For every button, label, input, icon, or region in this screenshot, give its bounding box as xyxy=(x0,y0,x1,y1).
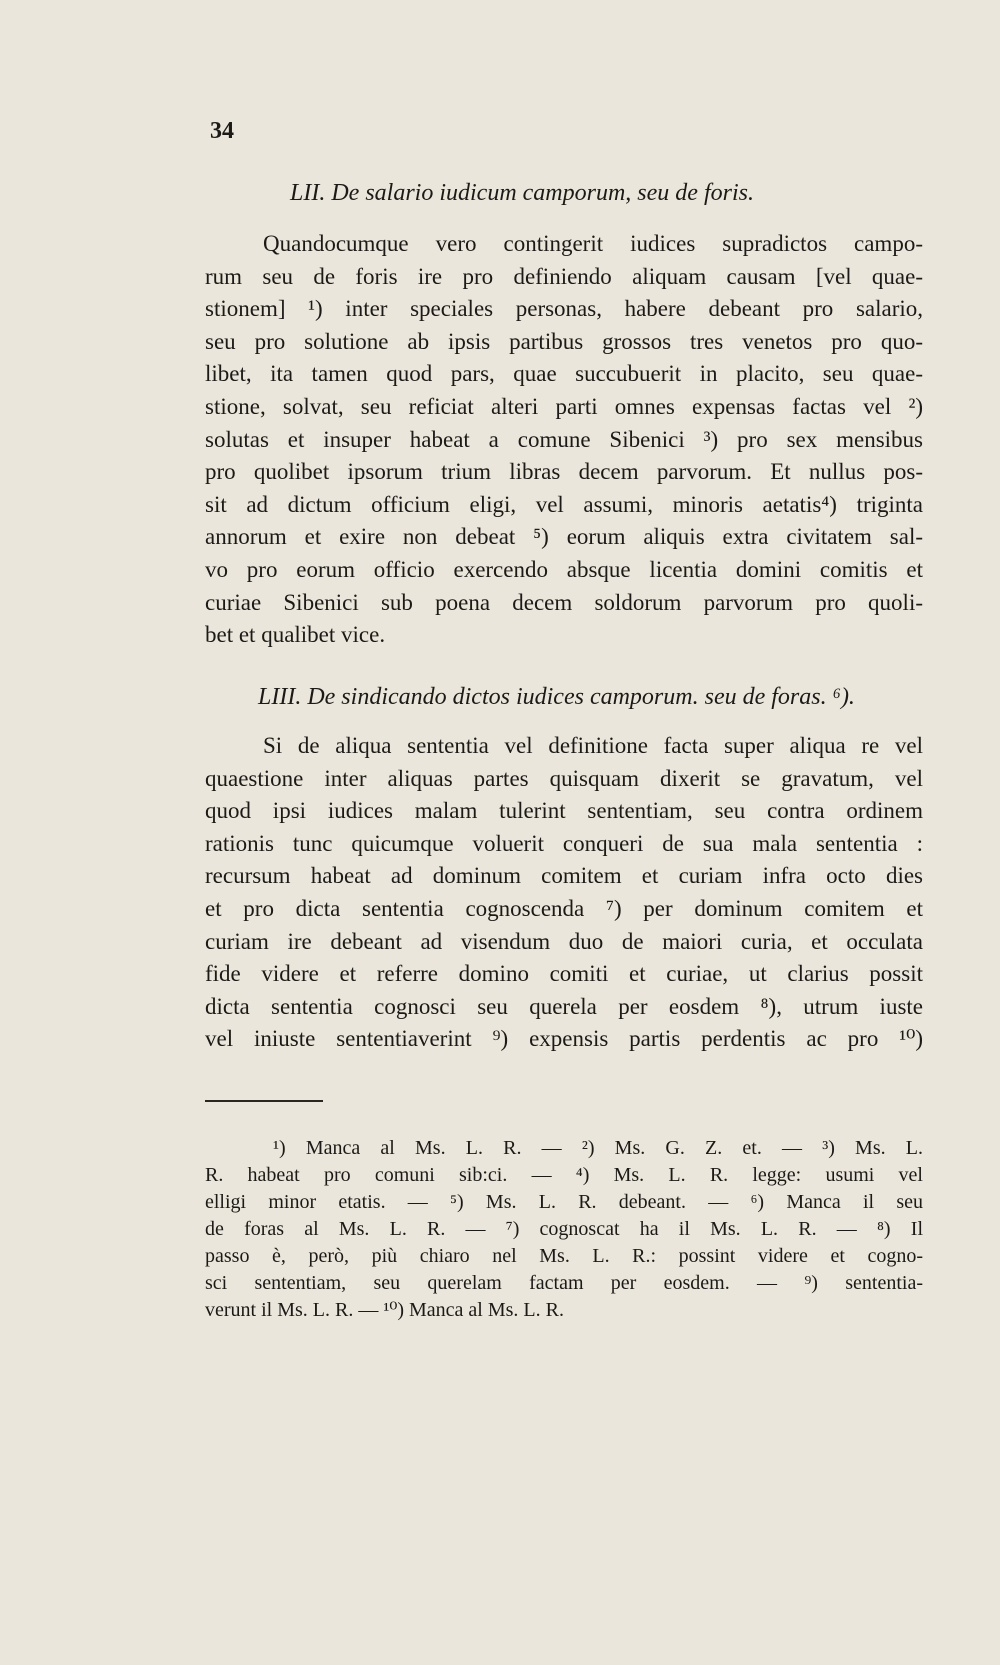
text-line: dicta sententia cognosci seu querela per eosdem ⁸), utrum iuste xyxy=(205,993,923,1019)
text-line: seu pro solutione ab ipsis partibus grossos tres venetos pro quo- xyxy=(205,328,923,354)
text-line: bet et qualibet vice. xyxy=(205,622,386,648)
text-line: quaestione inter aliquas partes quisquam dixerit se gravatum, vel xyxy=(205,765,923,791)
footnote-line: verunt il Ms. L. R. — ¹⁰) Manca al Ms. L. R. xyxy=(205,1299,564,1321)
text-line: recursum habeat ad dominum comitem et curiam infra octo dies xyxy=(205,863,923,889)
footnote-line: ¹) Manca al Ms. L. R. — ²) Ms. G. Z. et. — ³) Ms. L. xyxy=(273,1137,923,1159)
text-line: et pro dicta sententia cognoscenda ⁷) per dominum comitem et xyxy=(205,895,923,921)
section-liii-text xyxy=(205,730,923,1056)
text-line: curiam ire debeant ad visendum duo de maiori curia, et occulata xyxy=(205,928,923,954)
text-line: solutas et insuper habeat a comune Sibenici ³) pro sex mensibus xyxy=(205,426,923,452)
text-line: rationis tunc quicumque voluerit conqueri de sua mala sententia : xyxy=(205,830,923,856)
section-title-liii: LIII. De sindicando dictos iudices camporum. seu de foras. ⁶). xyxy=(258,684,855,710)
footnote-divider xyxy=(205,1100,323,1102)
text-line: curiae Sibenici sub poena decem soldorum parvorum pro quoli- xyxy=(205,589,923,615)
text-line: annorum et exire non debeat ⁵) eorum aliquis extra civitatem sal- xyxy=(205,524,923,550)
text-line: stionem] ¹) inter speciales personas, habere debeant pro salario, xyxy=(205,296,923,322)
text-line: stione, solvat, seu reficiat alteri parti omnes expensas factas vel ²) xyxy=(205,393,923,419)
text-line: Si de aliqua sententia vel definitione facta super aliqua re vel xyxy=(263,733,923,758)
section-lii-text xyxy=(205,228,923,652)
text-line: pro quolibet ipsorum trium libras decem parvorum. Et nullus pos- xyxy=(205,459,923,485)
footnote-line: passo è, però, più chiaro nel Ms. L. R.: possint videre et cogno- xyxy=(205,1245,923,1267)
text-line: rum seu de foris ire pro definiendo aliquam causam [vel quae- xyxy=(205,263,923,289)
text-line: vo pro eorum officio exercendo absque licentia domini comitis et xyxy=(205,556,923,582)
text-line: vel iniuste sententiaverint ⁹) expensis partis perdentis ac pro ¹⁰) xyxy=(205,1026,923,1052)
footnote-line: R. habeat pro comuni sib:ci. — ⁴) Ms. L. R. legge: usumi vel xyxy=(205,1164,923,1186)
footnote-line: de foras al Ms. L. R. — ⁷) cognoscat ha il Ms. L. R. — ⁸) Il xyxy=(205,1218,923,1240)
footnote-line: sci sententiam, seu querelam factam per eosdem. — ⁹) sententia- xyxy=(205,1272,923,1294)
footnote-line: elligi minor etatis. — ⁵) Ms. L. R. debeant. — ⁶) Manca il seu xyxy=(205,1191,923,1213)
footnotes xyxy=(205,1135,923,1324)
text-line: quod ipsi iudices malam tulerint sententiam, seu contra ordinem xyxy=(205,798,923,824)
text-line: libet, ita tamen quod pars, quae succubuerit in placito, seu quae- xyxy=(205,361,923,387)
section-title-lii: LII. De salario iudicum camporum, seu de foris. xyxy=(290,180,754,206)
page-number: 34 xyxy=(210,118,234,144)
text-line: sit ad dictum officium eligi, vel assumi, minoris aetatis⁴) triginta xyxy=(205,491,923,517)
text-line: Quandocumque vero contingerit iudices supradictos campo- xyxy=(263,231,923,256)
text-line: fide videre et referre domino comiti et curiae, ut clarius possit xyxy=(205,961,923,987)
